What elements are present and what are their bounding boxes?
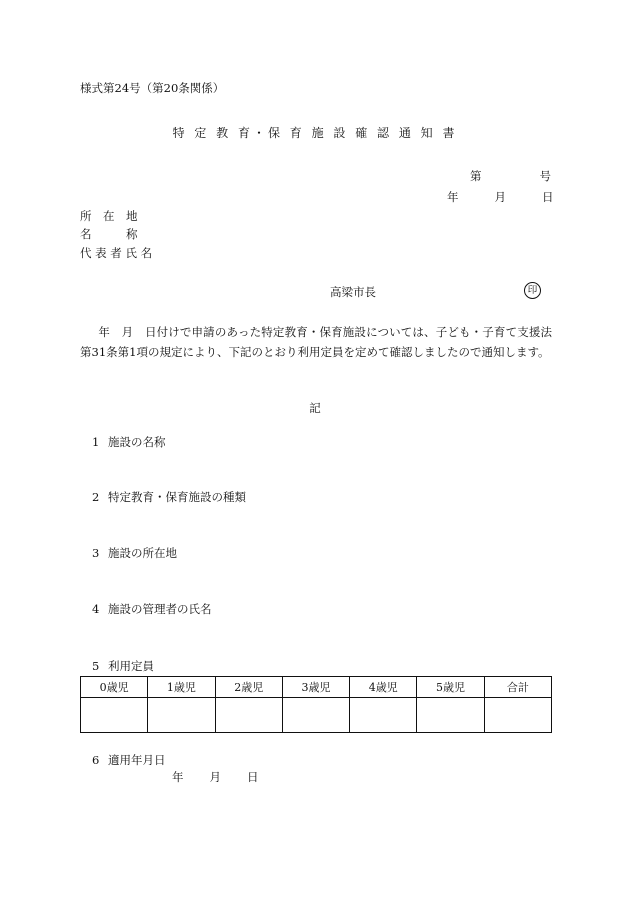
item-label: 適用年月日 (108, 753, 166, 767)
header-age-1: 1歳児 (148, 677, 215, 698)
issue-date-day: 日 (542, 190, 554, 204)
item-applicable-date (92, 754, 166, 768)
item-number: 3 (92, 546, 100, 560)
applicable-date-year: 年 (172, 770, 184, 784)
value-age-4 (350, 698, 417, 733)
applicable-date-month: 月 (209, 770, 221, 784)
value-age-3 (282, 698, 349, 733)
issue-date-month: 月 (494, 190, 506, 204)
doc-number-prefix: 第 (470, 169, 482, 183)
item-facility-name (92, 436, 166, 450)
item-number: 2 (92, 490, 100, 504)
form-number: 様式第24号（第20条関係） (80, 81, 225, 95)
item-capacity (92, 660, 154, 674)
body-paragraph: 年 月 日付けで申請のあった特定教育・保育施設については、子ども・子育て支援法第31条第1項の規定により、下記のとおり利用定員を定めて確認しましたので通知します。 (80, 325, 552, 359)
value-age-2 (215, 698, 282, 733)
capacity-table-value-row (81, 698, 552, 733)
applicable-date-day: 日 (247, 770, 259, 784)
item-label: 特定教育・保育施設の種類 (108, 490, 246, 504)
value-age-1 (148, 698, 215, 733)
header-age-3: 3歳児 (282, 677, 349, 698)
item-facility-manager (92, 603, 212, 617)
item-facility-address (92, 547, 177, 561)
seal-mark: 印 (524, 282, 541, 299)
item-number: 1 (92, 435, 100, 449)
item-label: 施設の管理者の氏名 (108, 602, 212, 616)
doc-number-suffix: 号 (539, 169, 551, 183)
value-total (484, 698, 551, 733)
issue-date (447, 191, 554, 205)
item-label: 利用定員 (108, 659, 154, 673)
item-number: 4 (92, 602, 100, 616)
ki-heading: 記 (309, 401, 321, 415)
capacity-table-header-row (81, 677, 552, 698)
header-total: 合計 (484, 677, 551, 698)
addressee-name-label: 名 称 (80, 227, 138, 241)
value-age-5 (417, 698, 484, 733)
capacity-table (80, 676, 552, 733)
value-age-0 (81, 698, 148, 733)
addressee-representative-label: 代 表 者 氏 名 (80, 246, 153, 260)
item-label: 施設の名称 (108, 435, 166, 449)
header-age-5: 5歳児 (417, 677, 484, 698)
item-label: 施設の所在地 (108, 546, 177, 560)
header-age-2: 2歳児 (215, 677, 282, 698)
header-age-0: 0歳児 (81, 677, 148, 698)
document-title: 特 定 教 育・保 育 施 設 確 認 通 知 書 (172, 126, 458, 140)
header-age-4: 4歳児 (350, 677, 417, 698)
document-number (470, 170, 551, 184)
item-number: 6 (92, 753, 100, 767)
addressee-location-label: 所 在 地 (80, 209, 138, 223)
item-facility-type (92, 491, 246, 505)
issuer-name: 高梁市長 (330, 285, 376, 299)
applicable-date (172, 771, 259, 785)
item-number: 5 (92, 659, 100, 673)
issue-date-year: 年 (447, 190, 459, 204)
